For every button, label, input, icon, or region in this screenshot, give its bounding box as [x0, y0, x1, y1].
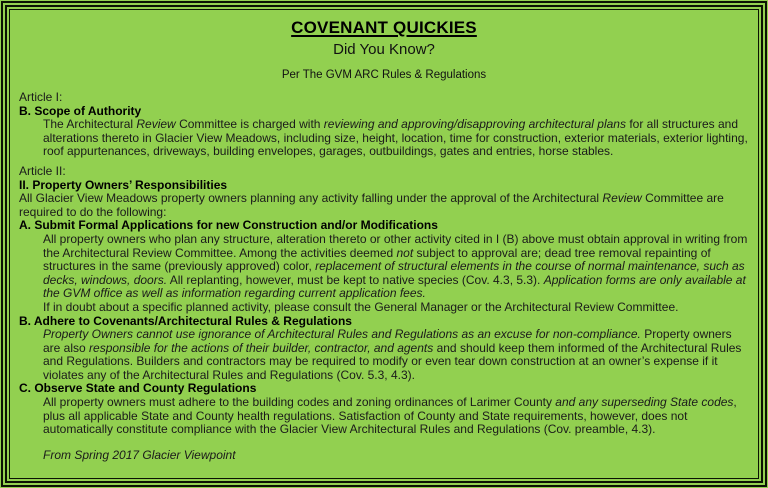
- section-heading: II. Property Owners’ Responsibilities: [19, 177, 228, 192]
- paragraph: [19, 192, 749, 219]
- text-run: All replanting, however, must be kept to native species (Cov. 4.3, 5.3).: [167, 272, 544, 287]
- paragraph: [19, 396, 749, 437]
- border-middle: [5, 5, 763, 483]
- page-subtitle: Did You Know?: [333, 41, 435, 58]
- paragraph: [19, 233, 749, 301]
- border-outer: [1, 1, 767, 487]
- text-run: Committee are required to do the following:: [19, 191, 724, 219]
- italic-run: not: [396, 245, 414, 260]
- footer-note: From Spring 2017 Glacier Viewpoint: [43, 447, 236, 462]
- section-heading: B. Adhere to Covenants/Architectural Rules & Regulations: [19, 313, 352, 328]
- italic-run: replacement of structural elements in the course of normal maintenance, such as decks, windows, doors.: [43, 259, 745, 287]
- text-run: All property owners who plan any structure, alteration thereto or other activity cited in I (B) above must obtain approval in writing from the Architectural Review Committee. Among the activities deemed: [43, 231, 748, 260]
- italic-run: Application forms are only available at the GVM office as well as information regarding current application fees.: [43, 272, 746, 301]
- page-tagline: Per The GVM ARC Rules & Regulations: [281, 69, 487, 81]
- text-run: subject to approval are; dead tree removal repainting of structures in the same (previously approved) color,: [43, 245, 711, 274]
- page-title: COVENANT QUICKIES: [291, 18, 477, 37]
- paragraph: [19, 301, 749, 315]
- text-run: , plus all applicable State and County health regulations. Satisfaction of County and State requirements, however, does not automatically constitute compliance with the Glacier View Architectural Rules and Regulations (Cov. preamble, 4.3).: [43, 395, 737, 437]
- article-label: Article II:: [19, 163, 66, 178]
- italic-run: reviewing and approving/disapproving architectural plans: [323, 117, 626, 132]
- text-run: The Architectural: [43, 117, 137, 132]
- text-run: All Glacier View Meadows property owners planning any activity falling under the approval of the Architectural: [19, 191, 603, 206]
- section-heading: C. Observe State and County Regulations: [19, 381, 257, 396]
- text-run: for all structures and alterations thereto in Glacier View Meadows, including size, height, location, time for construction, exterior materials, exterior lighting, roof appurtenances, driveways, building envelopes, garages, outbuildings, gates and entries, horse stables.: [43, 117, 748, 159]
- italic-run: Review: [602, 191, 642, 206]
- document-body: [19, 91, 749, 462]
- section-heading: A. Submit Formal Applications for new Construction and/or Modifications: [19, 218, 438, 233]
- text-run: If in doubt about a specific planned activity, please consult the General Manager or the Architectural Review Committee.: [43, 299, 679, 314]
- italic-run: Review: [136, 117, 176, 132]
- italic-run: and any superseding State codes: [555, 395, 734, 410]
- text-run: Property owners are also: [43, 327, 732, 355]
- italic-run: responsible for the actions of their builder, contractor, and agents: [89, 340, 434, 355]
- italic-run: Property Owners cannot use ignorance of Architectural Rules and Regulations as an excuse for non-compliance.: [43, 327, 641, 342]
- paragraph: [19, 118, 749, 159]
- paragraph: [19, 328, 749, 382]
- article-label: Article I:: [19, 90, 63, 104]
- text-run: and should keep them informed of the Architectural Rules and Regulations. Builders and contractors may be required to modify or even tear down construction at an owner’s expense if it violates any of the Architectural Rules and Regulations (Cov. 5.3, 4.3).: [43, 340, 742, 382]
- section-heading: B. Scope of Authority: [19, 103, 142, 118]
- border-inner: [9, 9, 759, 479]
- flyer-content: [10, 10, 758, 478]
- text-run: All property owners must adhere to the building codes and zoning ordinances of Larimer County: [43, 395, 556, 410]
- text-run: Committee is charged with: [175, 117, 324, 132]
